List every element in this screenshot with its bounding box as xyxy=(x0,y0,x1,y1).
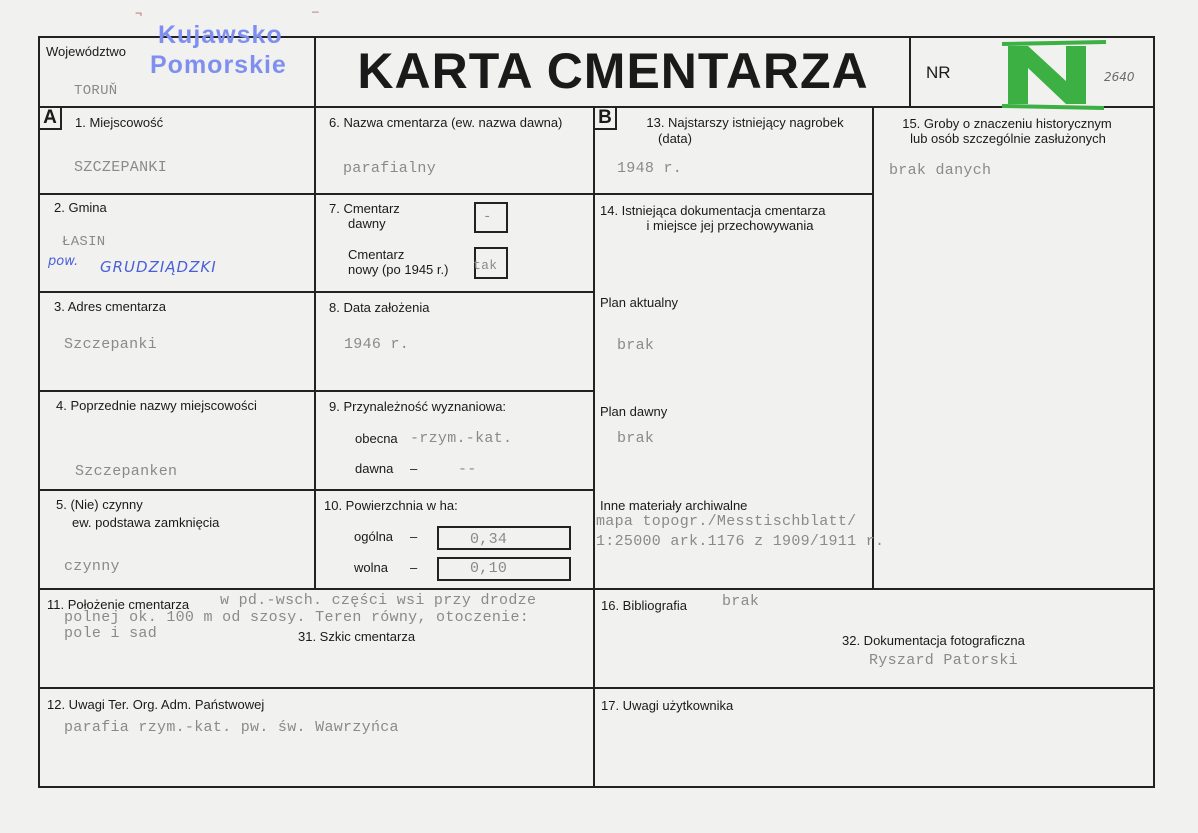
field-31-label: 31. Szkic cmentarza xyxy=(298,629,416,644)
field-6-value: parafialny xyxy=(343,160,437,177)
field-10-ogolna-label: ogólna xyxy=(354,529,394,544)
field-3-value: Szczepanki xyxy=(64,336,158,353)
field-10-wolna-box xyxy=(437,557,571,581)
field-7-dawny-box xyxy=(474,202,508,233)
field-15-value: brak danych xyxy=(889,162,992,179)
stamp-line-1: Kujawsko xyxy=(158,21,283,49)
field-13-label-1: 13. Najstarszy istniejący nagrobek xyxy=(646,115,844,130)
field-7-nowy-value: tak xyxy=(473,258,498,273)
field-9-dawna-value: -- xyxy=(458,461,477,478)
corner-mark-left: ¬ xyxy=(135,6,143,20)
field-11-label: 11. Położenie cmentarza xyxy=(47,597,190,612)
plan-dawny-label: Plan dawny xyxy=(600,404,668,419)
field-1-value: SZCZEPANKI xyxy=(74,159,168,176)
field-4-label: 4. Poprzednie nazwy miejscowości xyxy=(56,398,257,413)
field-4-value: Szczepanken xyxy=(75,463,178,480)
section-a-marker: A xyxy=(38,106,62,130)
inne-materialy-label: Inne materiały archiwalne xyxy=(600,498,748,513)
field-10-ogolna-value: 0,34 xyxy=(470,531,508,548)
field-6-label: 6. Nazwa cmentarza (ew. nazwa dawna) xyxy=(329,115,563,130)
field-5-label-1: 5. (Nie) czynny xyxy=(56,497,143,512)
wojewodztwo-value: TORUŇ xyxy=(74,83,118,99)
field-5-label-2: ew. podstawa zamknięcia xyxy=(72,515,220,530)
field-7-nowy-label-2: nowy (po 1945 r.) xyxy=(348,262,449,277)
field-8-label: 8. Data założenia xyxy=(329,300,430,315)
stamp-line-2: Pomorskie xyxy=(150,51,287,79)
field-5-value: czynny xyxy=(64,558,120,575)
nr-value: 2640 xyxy=(1104,70,1135,84)
field-14-label-2: i miejsce jej przechowywania xyxy=(646,218,814,233)
page-title: KARTA CMENTARZA xyxy=(357,43,869,99)
field-9-dawna-dash: – xyxy=(410,461,418,476)
field-32-label: 32. Dokumentacja fotograficzna xyxy=(842,633,1025,648)
field-9-obecna-value: -rzym.-kat. xyxy=(410,430,513,447)
field-2-value: ŁASIN xyxy=(62,234,106,250)
field-16-value: brak xyxy=(722,593,760,610)
field-1-label: 1. Miejscowość xyxy=(75,115,164,130)
field-15-label-1: 15. Groby o znaczeniu historycznym xyxy=(902,116,1112,131)
field-2-handwritten-pow: pow. xyxy=(48,254,79,269)
field-11-value-1: w pd.-wsch. części wsi przy drodze xyxy=(220,592,537,609)
corner-mark-right: – xyxy=(312,4,319,18)
field-12-label: 12. Uwagi Ter. Org. Adm. Państwowej xyxy=(47,697,265,712)
field-12-value: parafia rzym.-kat. pw. św. Wawrzyńca xyxy=(64,719,399,736)
field-7-nowy-box xyxy=(474,247,508,279)
plan-aktualny-label: Plan aktualny xyxy=(600,295,679,310)
field-14-label-1: 14. Istniejąca dokumentacja cmentarza xyxy=(600,203,826,218)
field-11-value-2: polnej ok. 100 m od szosy. Teren równy, otoczenie: xyxy=(64,609,530,626)
wojewodztwo-label: Województwo xyxy=(46,44,126,59)
plan-aktualny-value: brak xyxy=(617,337,655,354)
field-7-dawny-label-2: dawny xyxy=(348,216,386,231)
field-13-label-2: (data) xyxy=(658,131,692,146)
plan-dawny-value: brak xyxy=(617,430,655,447)
field-15-label-2: lub osób szczególnie zasłużonych xyxy=(910,131,1106,146)
field-10-wolna-label: wolna xyxy=(354,560,388,575)
field-10-ogolna-dash: – xyxy=(410,529,418,544)
field-10-label: 10. Powierzchnia w ha: xyxy=(324,498,458,513)
inne-materialy-value-2: 1:25000 ark.1176 z 1909/1911 r. xyxy=(596,533,885,550)
field-9-label: 9. Przynależność wyznaniowa: xyxy=(329,399,507,414)
field-7-dawny-value: - xyxy=(483,209,492,225)
section-b-marker: B xyxy=(593,106,617,130)
field-10-wolna-dash: – xyxy=(410,560,418,575)
inne-materialy-value-1: mapa topogr./Messtischblatt/ xyxy=(596,513,857,530)
field-3-label: 3. Adres cmentarza xyxy=(54,299,166,314)
nr-label: NR xyxy=(926,63,951,82)
field-10-ogolna-box xyxy=(437,526,571,550)
field-2-label: 2. Gmina xyxy=(54,200,107,215)
field-17-label: 17. Uwagi użytkownika xyxy=(601,698,734,713)
nr-n-stamp xyxy=(1000,38,1110,115)
field-13-value: 1948 r. xyxy=(617,160,683,177)
field-32-value: Ryszard Patorski xyxy=(869,652,1018,669)
field-10-wolna-value: 0,10 xyxy=(470,560,508,577)
field-8-value: 1946 r. xyxy=(344,336,410,353)
field-2-handwritten-value: GRUDZIĄDZKI xyxy=(100,258,217,276)
field-9-dawna-label: dawna xyxy=(355,461,394,476)
field-16-label: 16. Bibliografia xyxy=(601,598,687,613)
field-7-dawny-label-1: 7. Cmentarz xyxy=(329,201,400,216)
field-9-obecna-label: obecna xyxy=(355,431,398,446)
field-7-nowy-label-1: Cmentarz xyxy=(348,247,405,262)
field-11-value-3: pole i sad xyxy=(64,625,158,642)
